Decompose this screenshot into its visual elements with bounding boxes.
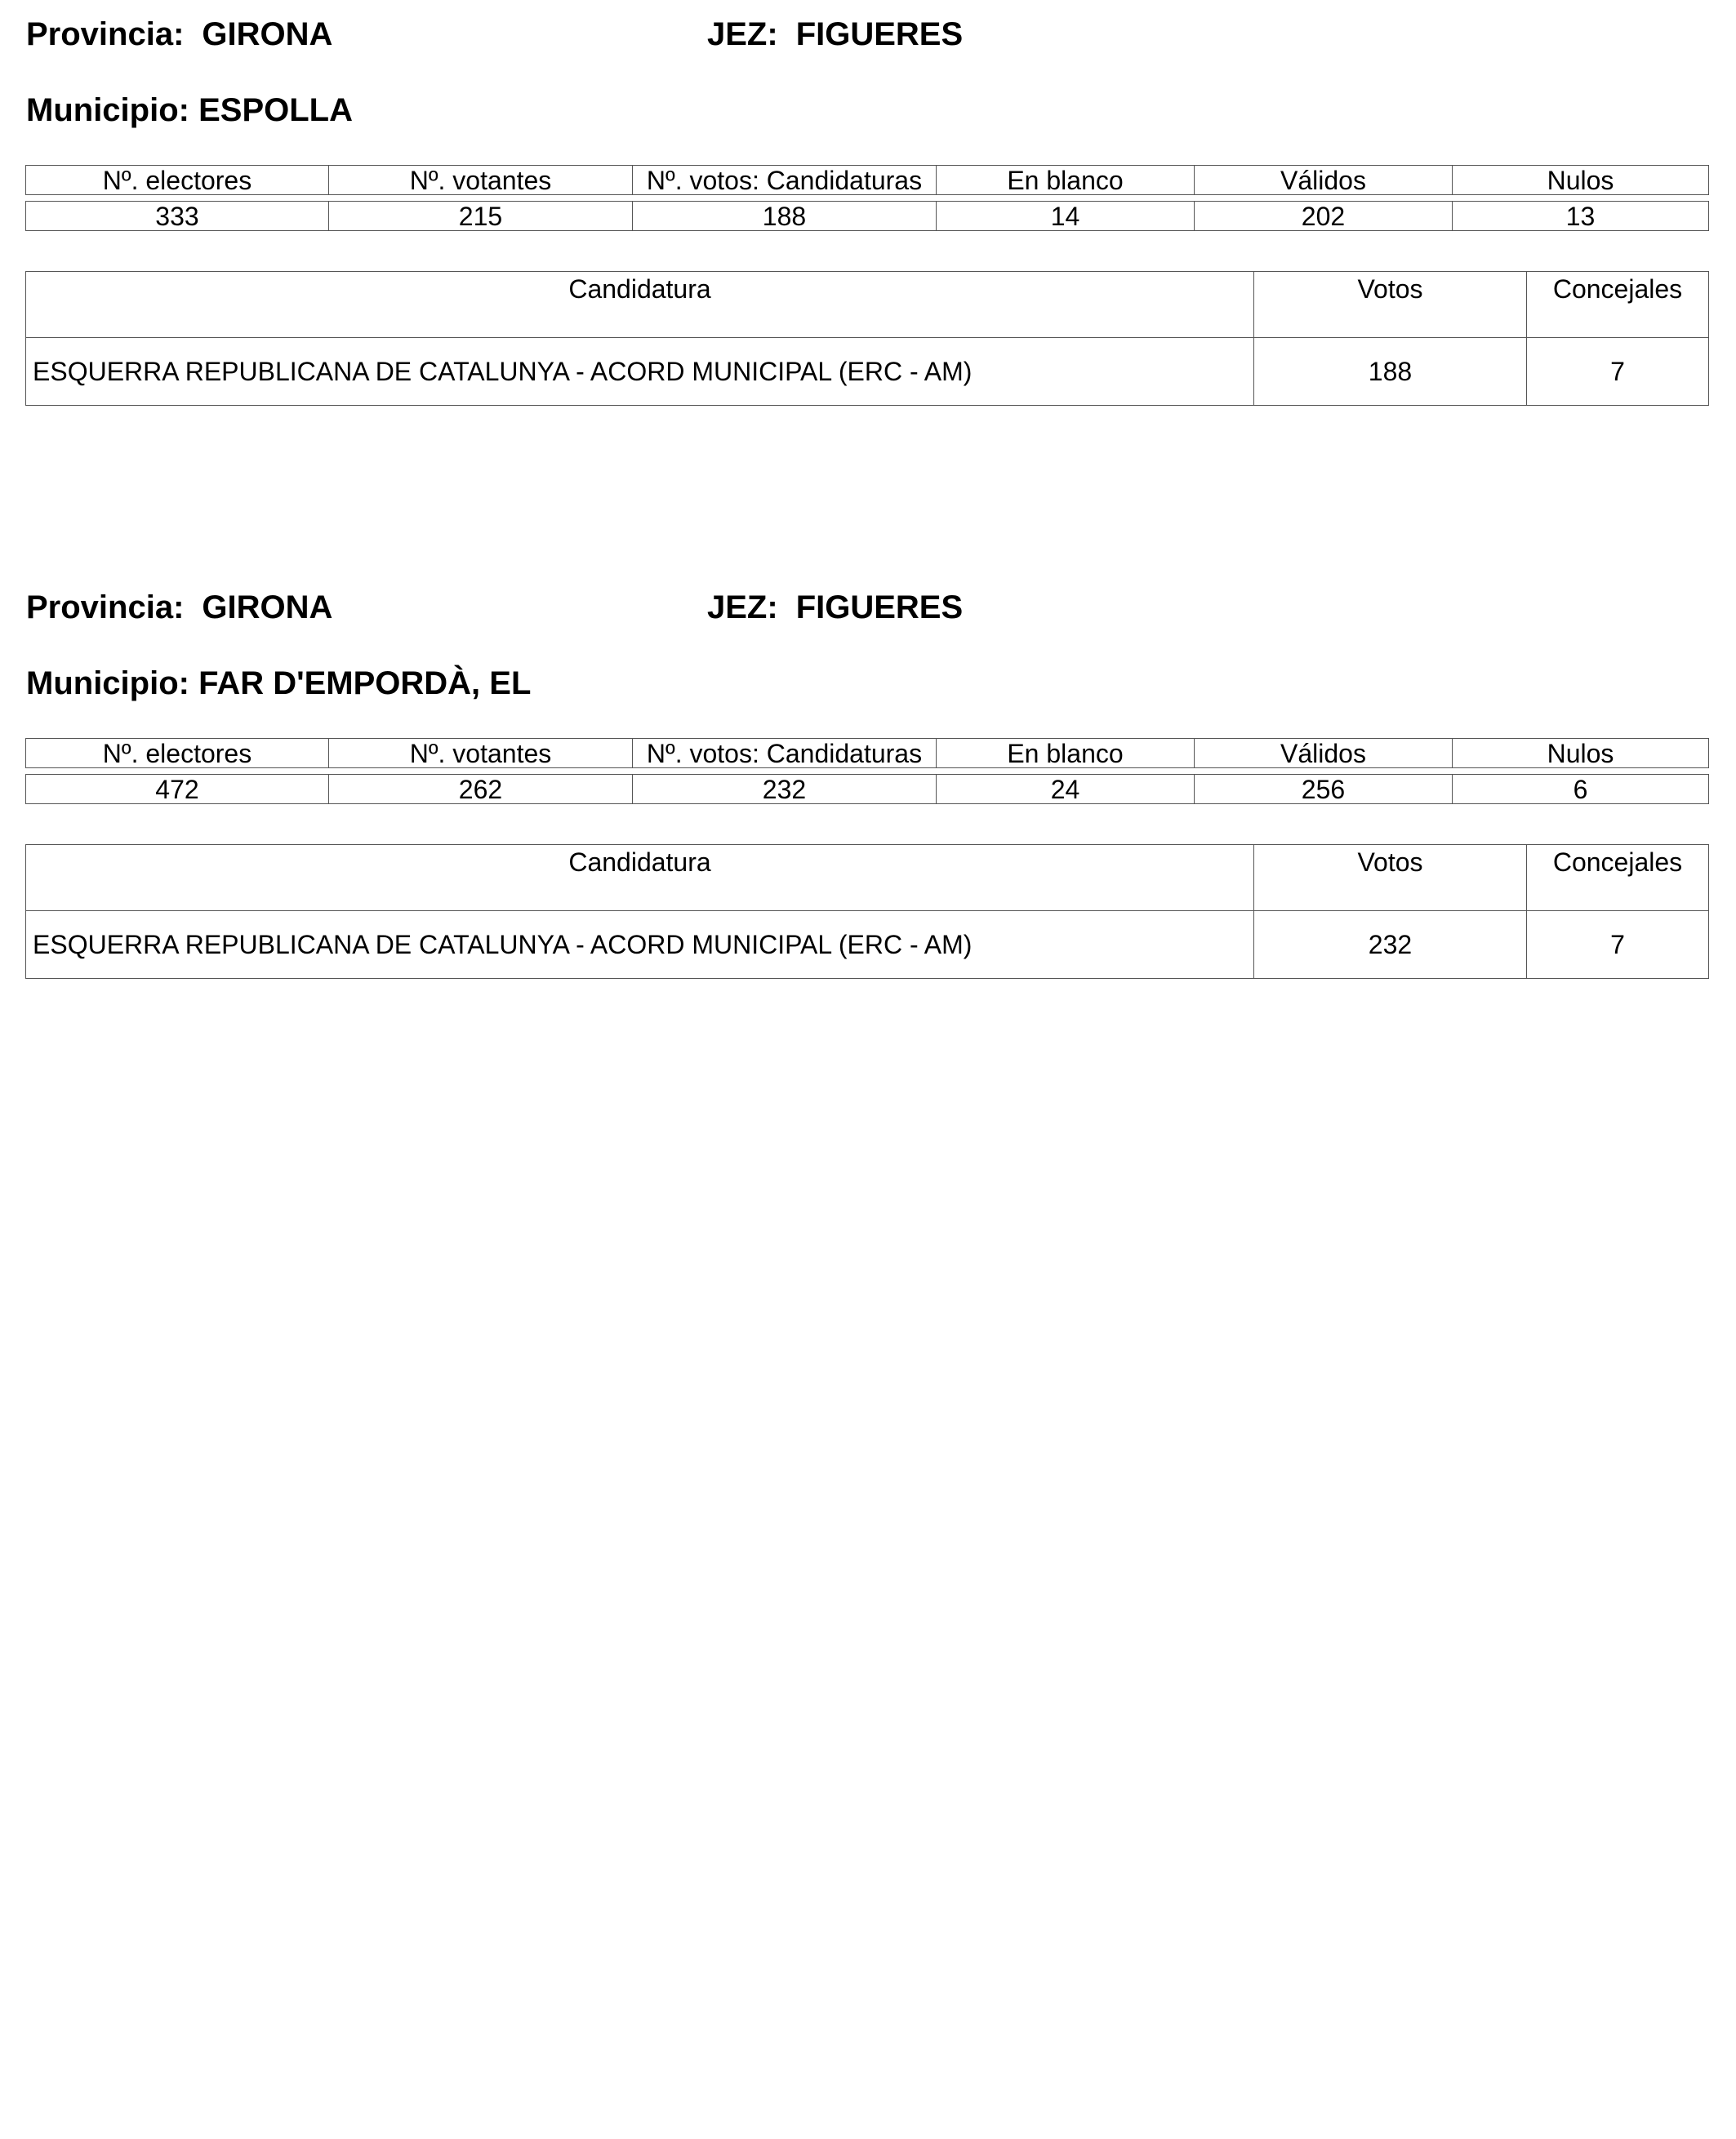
jez-label: JEZ: (707, 589, 778, 625)
stats-value-row (26, 202, 1709, 231)
stats-header-cell: Nº. votos: Candidaturas (633, 739, 937, 768)
candidatura-header: Candidatura (26, 272, 1254, 338)
votos-value: 232 (1254, 911, 1527, 979)
provincia-value: GIRONA (202, 16, 333, 52)
municipality-section (0, 573, 1736, 998)
table-row (26, 911, 1709, 979)
votos-header: Votos (1254, 845, 1527, 911)
stats-header-cell: Válidos (1195, 739, 1453, 768)
candidatura-header: Candidatura (26, 845, 1254, 911)
candidatura-name: ESQUERRA REPUBLICANA DE CATALUNYA - ACORD MUNICIPAL (ERC - AM) (26, 911, 1254, 979)
candidatures-table (25, 271, 1709, 406)
stats-table (25, 738, 1709, 804)
stats-value-row (26, 775, 1709, 804)
stats-header-cell: En blanco (937, 739, 1195, 768)
jez-line (707, 589, 963, 626)
stats-value-cell: 6 (1453, 775, 1709, 804)
provincia-label: Provincia: (26, 16, 185, 52)
provincia-line (26, 589, 332, 626)
stats-value-cell: 232 (633, 775, 937, 804)
stats-header-row (26, 739, 1709, 768)
stats-value-cell: 333 (26, 202, 329, 231)
municipio-value: ESPOLLA (198, 92, 353, 128)
stats-header-cell: Nº. electores (26, 166, 329, 195)
candidatura-name: ESQUERRA REPUBLICANA DE CATALUNYA - ACORD MUNICIPAL (ERC - AM) (26, 338, 1254, 406)
municipio-label: Municipio: (26, 665, 189, 701)
municipio-value: FAR D'EMPORDÀ, EL (198, 665, 532, 701)
jez-value: FIGUERES (795, 589, 964, 625)
municipality-section (0, 0, 1736, 425)
jez-line (707, 16, 963, 53)
table-row (26, 338, 1709, 406)
stats-value-cell: 256 (1195, 775, 1453, 804)
stats-value-cell: 215 (329, 202, 633, 231)
stats-header-cell: En blanco (937, 166, 1195, 195)
stats-table (25, 165, 1709, 231)
concejales-value: 7 (1527, 911, 1709, 979)
stats-value-cell: 24 (937, 775, 1195, 804)
votos-value: 188 (1254, 338, 1527, 406)
provincia-value: GIRONA (202, 589, 333, 625)
stats-header-row (26, 166, 1709, 195)
stats-header-cell: Nº. votantes (329, 166, 633, 195)
stats-header-cell: Nº. electores (26, 739, 329, 768)
stats-header-cell: Nº. votantes (329, 739, 633, 768)
candidatures-table (25, 844, 1709, 979)
stats-header-cell: Válidos (1195, 166, 1453, 195)
stats-value-cell: 188 (633, 202, 937, 231)
jez-label: JEZ: (707, 16, 778, 52)
jez-value: FIGUERES (795, 16, 964, 52)
concejales-header: Concejales (1527, 845, 1709, 911)
stats-value-cell: 202 (1195, 202, 1453, 231)
municipio-line (26, 92, 353, 129)
stats-header-cell: Nº. votos: Candidaturas (633, 166, 937, 195)
stats-value-cell: 13 (1453, 202, 1709, 231)
stats-value-cell: 472 (26, 775, 329, 804)
provincia-line (26, 16, 332, 53)
votos-header: Votos (1254, 272, 1527, 338)
stats-header-cell: Nulos (1453, 739, 1709, 768)
concejales-value: 7 (1527, 338, 1709, 406)
stats-value-cell: 262 (329, 775, 633, 804)
stats-value-cell: 14 (937, 202, 1195, 231)
provincia-label: Provincia: (26, 589, 185, 625)
candidatures-header-row (26, 272, 1709, 338)
candidatures-header-row (26, 845, 1709, 911)
municipio-line (26, 665, 531, 702)
concejales-header: Concejales (1527, 272, 1709, 338)
stats-header-cell: Nulos (1453, 166, 1709, 195)
municipio-label: Municipio: (26, 92, 189, 128)
